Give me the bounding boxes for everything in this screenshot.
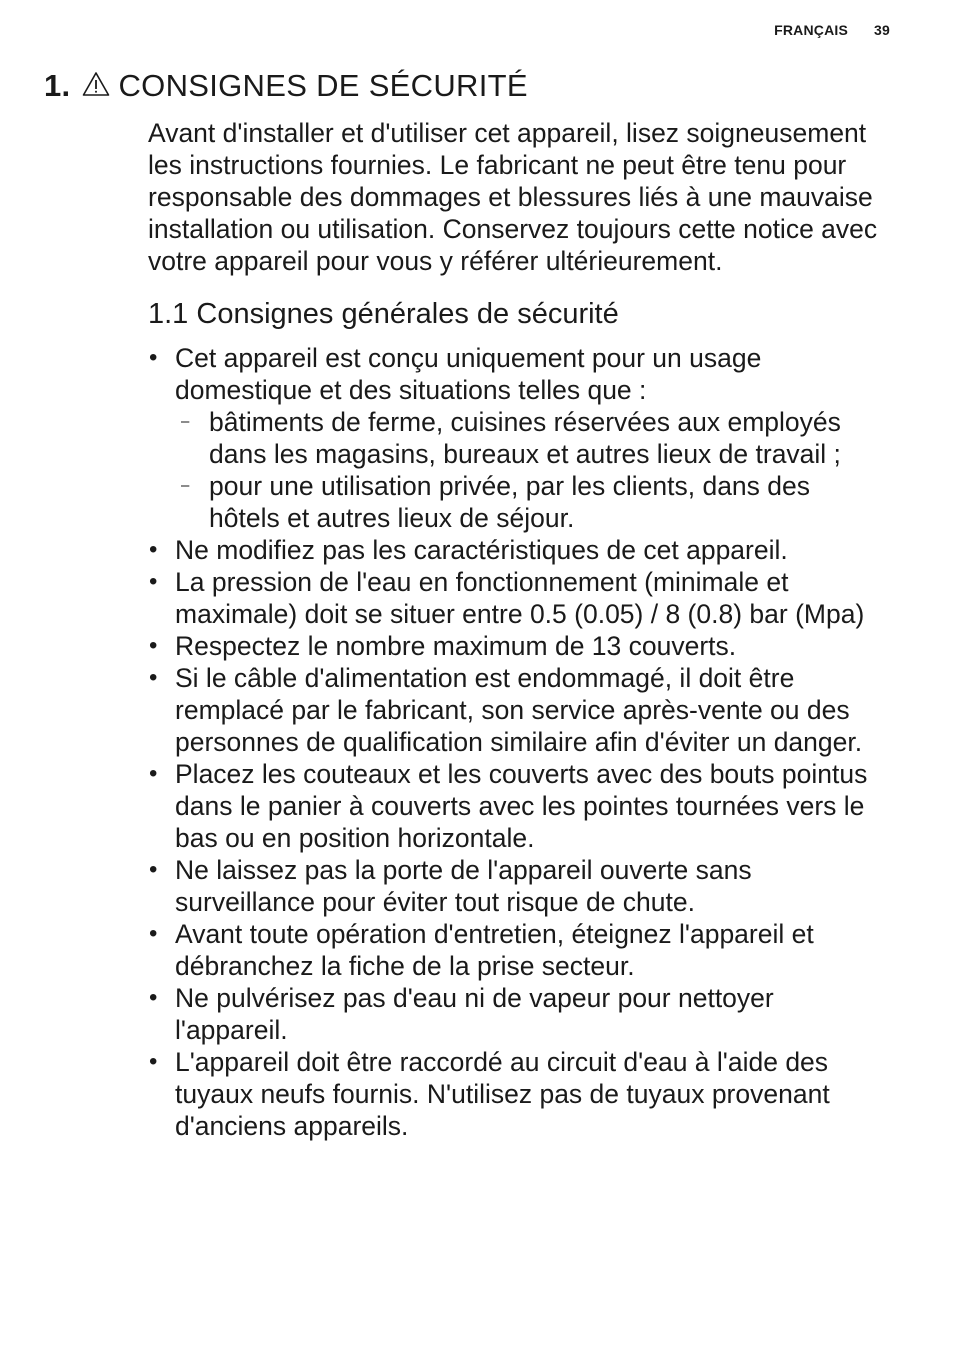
list-item-text: Placez les couteaux et les couverts avec des bouts pointus dans le panier à couverts avec les pointes tournées vers le bas ou en position horizontale.: [175, 759, 868, 853]
list-item-text: Si le câble d'alimentation est endommagé, il doit être remplacé par le fabricant, son service après-vente ou des personnes de qualification similaire afin d'éviter un danger.: [175, 663, 863, 757]
page-header: [774, 22, 890, 38]
list-item: [148, 630, 888, 662]
list-item: [148, 566, 888, 630]
sub-list-item: – bâtiments de ferme, cuisines réservées aux employés dans les magasins, bureaux et autres lieux de travail ;: [175, 406, 888, 470]
list-item: [148, 918, 888, 982]
intro-paragraph: Avant d'installer et d'utiliser cet appareil, lisez soigneusement les instructions fournies. Le fabricant ne peut être tenu pour responsable des dommages et blessures liés à une mauvaise installation ou utilisation. Conservez toujours cette notice avec votre appareil pour vous y référer ultérieurement.: [148, 118, 878, 276]
sub-list: [175, 406, 888, 534]
warning-triangle-icon: [82, 71, 110, 97]
list-item: [148, 534, 888, 566]
list-item-text: Ne pulvérisez pas d'eau ni de vapeur pour nettoyer l'appareil.: [175, 983, 774, 1045]
content: [148, 117, 888, 1142]
list-item-text: Avant toute opération d'entretien, éteignez l'appareil et débranchez la fiche de la prise secteur.: [175, 919, 814, 981]
section-number: 1.: [44, 68, 71, 103]
list-item-text: Ne modifiez pas les caractéristiques de cet appareil.: [175, 535, 788, 565]
list-item-text: L'appareil doit être raccordé au circuit d'eau à l'aide des tuyaux neufs fournis. N'utilisez pas de tuyaux provenant d'anciens appareils.: [175, 1047, 830, 1141]
list-item: [148, 342, 888, 534]
list-item: [148, 662, 888, 758]
page-number: 39: [874, 22, 890, 38]
section-title-text: CONSIGNES DE SÉCURITÉ: [118, 68, 528, 103]
list-item: [148, 758, 888, 854]
list-item-text: Respectez le nombre maximum de 13 couverts.: [175, 631, 737, 661]
header-language: FRANÇAIS: [774, 22, 849, 38]
list-item-text: Cet appareil est conçu uniquement pour un usage domestique et des situations telles que :: [175, 343, 762, 405]
list-item: [148, 982, 888, 1046]
sub-list-item: – pour une utilisation privée, par les clients, dans des hôtels et autres lieux de séjour.: [175, 470, 888, 534]
list-item: [148, 854, 888, 918]
safety-list: [148, 342, 888, 1142]
list-item-text: La pression de l'eau en fonctionnement (minimale et maximale) doit se situer entre 0.5 (0.05) / 8 (0.8) bar (Mpa): [175, 567, 865, 629]
list-item-text: Ne laissez pas la porte de l'appareil ouverte sans surveillance pour éviter tout risque de chute.: [175, 855, 752, 917]
list-item: [148, 1046, 888, 1142]
section-title: [44, 68, 528, 104]
subsection-title: 1.1 Consignes générales de sécurité: [148, 298, 619, 330]
